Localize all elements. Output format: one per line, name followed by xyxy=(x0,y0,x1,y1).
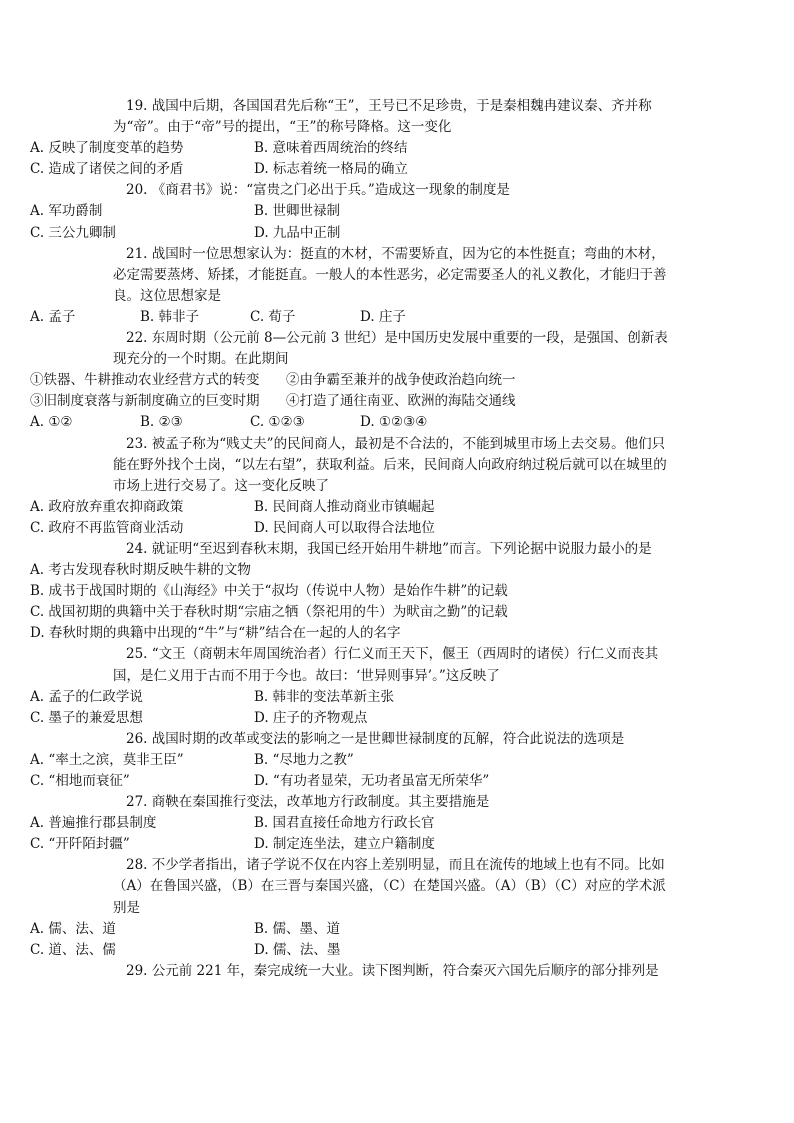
question-stem: 22. 东周时期（公元前 8—公元前 3 世纪）是中国历史发展中重要的一段，是强国、创新表现充分的一个时期。在此期间 xyxy=(113,330,668,368)
option-c: C. “开阡陌封疆” xyxy=(30,836,130,853)
options-21 xyxy=(0,307,794,328)
option-d: D. ①②③④ xyxy=(360,414,428,431)
options-27 xyxy=(0,813,794,855)
option-c: C. “相地而衰征” xyxy=(30,773,130,789)
option-d: D. “有功者显荣，无功者虽富无所荣华” xyxy=(254,773,490,789)
option-b: B. 民间商人推动商业市镇崛起 xyxy=(254,498,435,515)
question-29 xyxy=(113,961,668,982)
question-list xyxy=(0,96,794,982)
question-19 xyxy=(113,96,668,138)
option-b: B. ②③ xyxy=(140,414,183,431)
question-stem: 27. 商鞅在秦国推行变法，改革地方行政制度。其主要措施是 xyxy=(126,794,490,811)
statement-1: ①铁器、牛耕推动农业经营方式的转变 xyxy=(30,372,260,389)
option-a: A. 孟子 xyxy=(30,308,76,325)
option-c: C. 道、法、儒 xyxy=(30,941,116,958)
option-c: C. 荀子 xyxy=(250,308,296,325)
option-a: A. 普遍推行郡县制度 xyxy=(30,815,157,832)
question-stem: 21. 战国时一位思想家认为：挺直的木材，不需要矫直，因为它的本性挺直；弯曲的木材，必定需要蒸烤、矫揉，才能挺直。一般人的本性恶劣，必定需要圣人的礼义教化，才能归于善良。这位思想家是 xyxy=(113,245,667,304)
option-a: A. “率土之滨，莫非王臣” xyxy=(30,751,184,768)
question-23 xyxy=(113,434,668,497)
option-a: A. 军功爵制 xyxy=(30,203,103,220)
option-c: C. 造成了诸侯之间的矛盾 xyxy=(30,161,184,178)
option-b: B. 韩非的变法革新主张 xyxy=(254,688,395,705)
option-a: A. 政府放弃重农抑商政策 xyxy=(30,498,184,515)
option-c: C. 墨子的兼爱思想 xyxy=(30,709,143,726)
options-28 xyxy=(0,919,794,961)
question-22 xyxy=(113,328,668,370)
option-c: C. ①②③ xyxy=(250,414,305,431)
options-24 xyxy=(0,560,794,644)
option-d: D. 庄子的齐物观点 xyxy=(254,709,368,726)
option-d: D. 制定连坐法，建立户籍制度 xyxy=(254,836,435,853)
question-stem: 29. 公元前 221 年，秦完成统一大业。读下图判断，符合秦灭六国先后顺序的部分排列是 xyxy=(126,962,659,979)
option-d: D. 标志着统一格局的确立 xyxy=(254,161,408,178)
question-stem: 26. 战国时期的改革或变法的影响之一是世卿世禄制度的瓦解，符合此说法的选项是 xyxy=(126,730,625,747)
option-b: B. 成书于战国时期的《山海经》中关于“叔均（传说中人物）是始作牛耕”的记载 xyxy=(30,583,508,600)
question-28 xyxy=(113,855,668,918)
option-b: B. “尽地力之教” xyxy=(254,751,354,768)
option-d: D. 民间商人可以取得合法地位 xyxy=(254,519,435,536)
question-stem: 25. “文王（商朝末年周国统治者）行仁义而王天下，偃王（西周时的诸侯）行仁义而丧其国，是仁义用于古而不用于今也。故曰：‘世异则事异’。”这反映了 xyxy=(113,646,659,684)
option-a: A. ①② xyxy=(30,414,73,431)
question-20 xyxy=(113,180,668,201)
options-20 xyxy=(0,201,794,243)
options-26 xyxy=(0,750,794,792)
option-d: D. 九品中正制 xyxy=(254,224,341,241)
statement-4: ④打造了通往南亚、欧洲的海陆交通线 xyxy=(286,393,516,410)
option-b: B. 儒、墨、道 xyxy=(254,920,341,937)
option-b: B. 意味着西周统治的终结 xyxy=(254,140,408,157)
question-26 xyxy=(113,729,668,750)
options-25 xyxy=(0,687,794,729)
question-27 xyxy=(113,792,668,813)
option-d: D. 庄子 xyxy=(360,308,406,325)
option-c: C. 战国初期的典籍中关于春秋时期“宗庙之牺（祭祀用的牛）为畎亩之勤”的记载 xyxy=(30,604,508,621)
options-19 xyxy=(0,138,794,180)
statements-22 xyxy=(0,370,794,412)
question-stem: 19. 战国中后期，各国国君先后称“王”，王号已不足珍贵，于是秦相魏冉建议秦、齐并称为“帝”。由于“帝”号的提出，“王”的称号降格。这一变化 xyxy=(113,98,652,136)
question-stem: 24. 就证明“至迟到春秋末期，我国已经开始用牛耕地”而言。下列论据中说服力最小的是 xyxy=(126,540,652,557)
option-a: A. 孟子的仁政学说 xyxy=(30,688,143,705)
option-b: B. 国君直接任命地方行政长官 xyxy=(254,815,435,832)
question-stem: 20. 《商君书》说：“富贵之门必出于兵。”造成这一现象的制度是 xyxy=(126,182,510,199)
options-22 xyxy=(0,412,794,433)
option-a: A. 考古发现春秋时期反映牛耕的文物 xyxy=(30,562,251,579)
options-23 xyxy=(0,497,794,539)
option-d: D. 春秋时期的典籍中出现的“牛”与“耕”结合在一起的人的名字 xyxy=(30,625,401,642)
option-a: A. 反映了制度变革的趋势 xyxy=(30,140,184,157)
question-stem: 28. 不少学者指出，诸子学说不仅在内容上差别明显，而且在流传的地域上也有不同。比如（A）在鲁国兴盛，（B）在三晋与秦国兴盛，（C）在楚国兴盛。（A）（B）（C）对应的学术派别是 xyxy=(113,857,666,916)
option-b: B. 世卿世禄制 xyxy=(254,203,341,220)
statement-2: ②由争霸至兼并的战争使政治趋向统一 xyxy=(286,372,516,389)
option-a: A. 儒、法、道 xyxy=(30,920,116,937)
option-c: C. 三公九卿制 xyxy=(30,224,116,241)
question-21 xyxy=(113,244,668,307)
question-24 xyxy=(113,539,668,560)
question-stem: 23. 被孟子称为“贱丈夫”的民间商人，最初是不合法的，不能到城里市场上去交易。他们只能在野外找个土岗，“以左右望”，获取利益。后来，民间商人向政府纳过税后就可以在城里的市场上进行交易了。这一变化反映了 xyxy=(113,435,667,494)
option-d: D. 儒、法、墨 xyxy=(254,941,341,958)
statement-3: ③旧制度衰落与新制度确立的巨变时期 xyxy=(30,393,260,410)
option-b: B. 韩非子 xyxy=(140,308,200,325)
option-c: C. 政府不再监管商业活动 xyxy=(30,519,184,536)
question-25 xyxy=(113,644,668,686)
